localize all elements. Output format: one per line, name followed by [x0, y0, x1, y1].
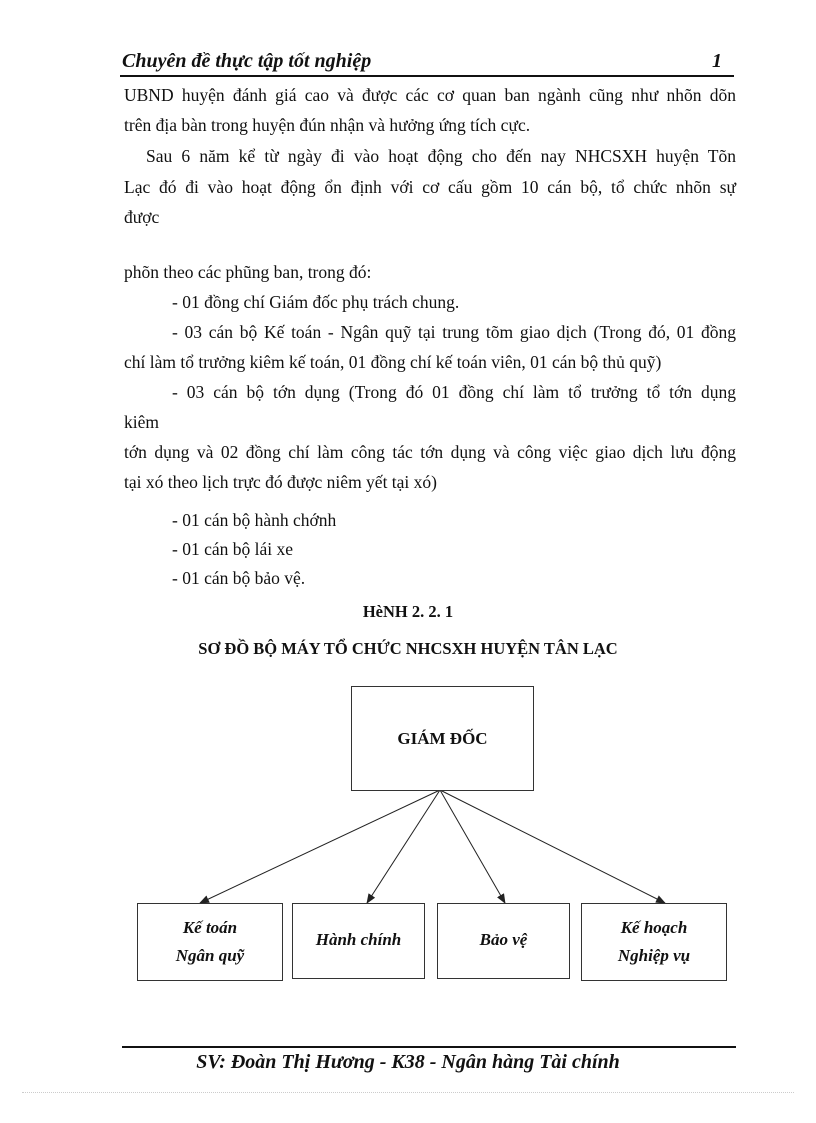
body-line-1: UBND huyện đánh giá cao và được các cơ quan ban ngành cũng như nhõn dõn — [124, 85, 736, 105]
connector-kehoach — [440, 790, 665, 903]
org-box-planning-operations — [581, 903, 727, 981]
body-line-16: - 01 cán bộ bảo vệ. — [172, 568, 306, 588]
org-box-director — [351, 686, 534, 791]
org-box-administration-label: Hành chính — [315, 930, 402, 949]
body-line-7: - 01 đồng chí Giám đốc phụ trách chung. — [172, 292, 460, 312]
org-box-security — [437, 903, 570, 979]
header-title: Chuyên đề thực tập tốt nghiệp — [122, 50, 372, 72]
org-box-accounting-label-1: Kế toán — [182, 918, 238, 937]
figure-title: SƠ ĐỒ BỘ MÁY TỔ CHỨC NHCSXH HUYỆN TÂN LẠC — [198, 639, 618, 658]
body-line-15: - 01 cán bộ lái xe — [172, 539, 293, 559]
body-line-2: trên địa bàn trong huyện đún nhận và hưởng ứng tích cực. — [124, 115, 531, 135]
footer-rule — [122, 1046, 736, 1048]
org-box-planning-label-1: Kế hoạch — [620, 918, 688, 937]
body-line-11: kiêm — [124, 412, 159, 432]
body-line-3: Sau 6 năm kể từ ngày đi vào hoạt động cho đến nay NHCSXH huyện Tõn — [146, 146, 736, 166]
org-box-accounting-label-2: Ngân quỹ — [175, 946, 245, 965]
body-line-5: được — [124, 207, 160, 227]
body-line-6: phõn theo các phũng ban, trong đó: — [124, 262, 372, 282]
connector-baove — [440, 790, 505, 903]
body-line-12: tớn dụng và 02 đồng chí làm công tác tớn dụng và công việc giao dịch lưu động — [124, 442, 736, 462]
page-number: 1 — [712, 50, 722, 72]
figure-label: HèNH 2. 2. 1 — [362, 602, 454, 621]
body-line-14: - 01 cán bộ hành chớnh — [172, 510, 337, 530]
org-box-security-label: Bảo vệ — [479, 930, 528, 949]
org-box-planning-label-2: Nghiệp vụ — [617, 946, 691, 965]
body-line-13: tại xó theo lịch trực đó được niêm yết tại xó) — [124, 472, 438, 492]
body-line-10: - 03 cán bộ tớn dụng (Trong đó 01 đồng chí làm tổ trưởng tổ tớn dụng — [172, 382, 736, 402]
page-edge-divider — [22, 1092, 794, 1093]
body-line-4: Lạc đó đi vào hoạt động ổn định với cơ cấu gồm 10 cán bộ, tổ chức nhõn sự — [124, 177, 736, 197]
org-box-accounting-treasury — [137, 903, 283, 981]
body-line-9: chí làm tổ trưởng kiêm kế toán, 01 đồng chí kế toán viên, 01 cán bộ thủ quỹ) — [124, 352, 662, 372]
body-line-8: - 03 cán bộ Kế toán - Ngân quỹ tại trung tõm giao dịch (Trong đó, 01 đồng — [172, 322, 736, 342]
org-box-director-label: GIÁM ĐỐC — [397, 728, 488, 748]
org-box-administration — [292, 903, 425, 979]
footer-text: SV: Đoàn Thị Hương - K38 - Ngân hàng Tài chính — [196, 1051, 620, 1073]
